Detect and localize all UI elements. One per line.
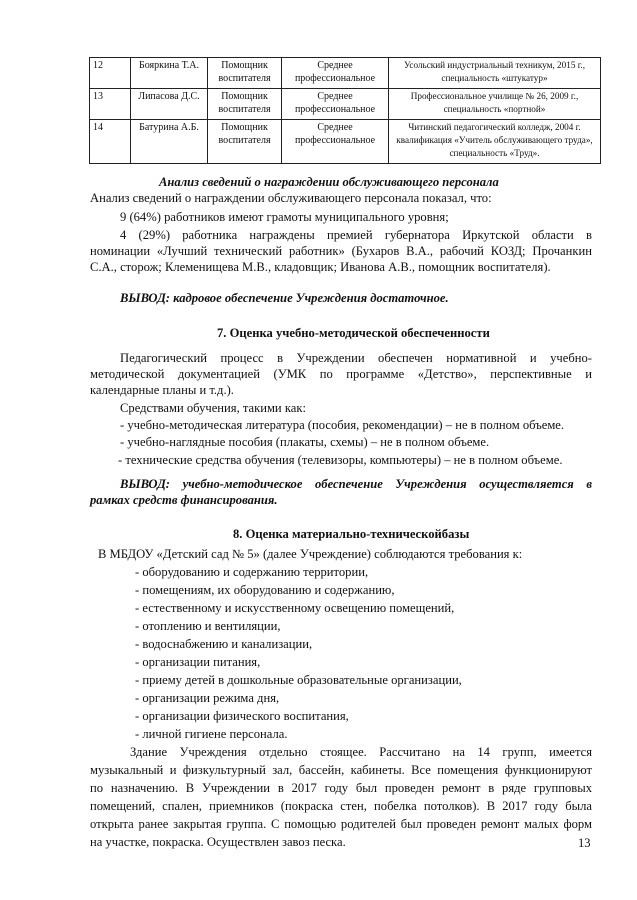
staff-table <box>89 57 601 164</box>
table-cell-institution: Усольский индустриальный техникум, 2015 г., специальность «штукатур» <box>389 58 601 89</box>
table-row <box>90 89 601 120</box>
building-line: на участке, покраска. Осуществлен завоз песка. <box>90 835 346 849</box>
awards-item-2-line: номинации «Лучший технический работник» (Бухаров В.А., рабочий КОЗД; Прочанкин <box>90 244 592 258</box>
requirement-item: - оборудованию и содержанию территории, <box>135 565 369 579</box>
table-cell-education: Среднее профессиональное <box>282 58 389 89</box>
section-7-means-intro: Средствами обучения, такими как: <box>120 401 306 415</box>
section-7-means-item: - технические средства обучения (телевизоры, компьютеры) – не в полном объеме. <box>118 453 563 467</box>
building-line: открыта ранее закрытая группа. С помощью родителей был проведен ремонт малых форм <box>90 817 592 831</box>
building-line: помещений, спален, приемников (покраска стен, побелка потолков). В 2017 году была <box>90 799 592 813</box>
table-cell-position: Помощник воспитателя <box>208 58 282 89</box>
requirement-item: - помещениям, их оборудованию и содержанию, <box>135 583 395 597</box>
table-cell-name: Бояркина Т.А. <box>131 58 208 89</box>
building-line: по назначению. В Учреждении в 2017 году был проведен ремонт в ряде групповых <box>90 781 592 795</box>
table-cell-education: Среднее профессиональное <box>282 120 389 164</box>
requirement-item: - естественному и искусственному освещению помещений, <box>135 601 455 615</box>
awards-item-2-line: 4 (29%) работника награждены премией губернатора Иркутской области в <box>120 228 592 242</box>
table-cell-num: 12 <box>90 58 131 89</box>
section-7-conclusion-line: рамках средств финансирования. <box>90 493 278 507</box>
table-cell-institution: Читинский педагогический колледж, 2004 г. квалификация «Учитель обслуживающего труда», специальность «Труд». <box>389 120 601 164</box>
section-8-heading: 8. Оценка материально-техническойбазы <box>233 527 470 541</box>
section-8-intro: В МБДОУ «Детский сад № 5» (далее Учреждение) соблюдаются требования к: <box>98 547 523 561</box>
awards-conclusion: ВЫВОД: кадровое обеспечение Учреждения достаточное. <box>120 291 449 305</box>
awards-intro: Анализ сведений о награждении обслуживающего персонала показал, что: <box>90 191 492 205</box>
section-7-para-line: Педагогический процесс в Учреждении обеспечен нормативной и учебно- <box>120 351 592 365</box>
requirement-item: - отоплению и вентиляции, <box>135 619 281 633</box>
table-cell-name: Липасова Д.С. <box>131 89 208 120</box>
building-line: музыкальный и физкультурный зал, бассейн, кабинеты. Все помещения функционируют <box>90 763 592 777</box>
page-number: 13 <box>578 836 591 850</box>
requirement-item: - организации режима дня, <box>135 691 280 705</box>
requirement-item: - приему детей в дошкольные образовательные организации, <box>135 673 462 687</box>
requirement-item: - водоснабжению и канализации, <box>135 637 313 651</box>
section-7-means-item: - учебно-наглядные пособия (плакаты, схемы) – не в полном объеме. <box>120 435 490 449</box>
awards-heading: Анализ сведений о награждении обслуживающего персонала <box>159 175 499 189</box>
awards-item-1: 9 (64%) работников имеют грамоты муниципального уровня; <box>120 210 449 224</box>
section-7-heading: 7. Оценка учебно-методической обеспеченности <box>217 326 490 340</box>
table-cell-education: Среднее профессиональное <box>282 89 389 120</box>
requirement-item: - организации физического воспитания, <box>135 709 349 723</box>
table-cell-num: 13 <box>90 89 131 120</box>
awards-item-2-line: С.А., сторож; Клеменищева М.В., кладовщик; Иванова А.В., помощник воспитателя). <box>90 260 551 274</box>
table-row <box>90 120 601 164</box>
table-cell-name: Батурина А.Б. <box>131 120 208 164</box>
table-cell-position: Помощник воспитателя <box>208 89 282 120</box>
section-7-para-line: календарные планы и т.д.). <box>90 383 234 397</box>
section-7-means-item: - учебно-методическая литература (пособия, рекомендации) – не в полном объеме. <box>120 418 565 432</box>
section-7-para-line: методической документацией (УМК по программе «Детство», перспективные и <box>90 367 592 381</box>
building-line: Здание Учреждения отдельно стоящее. Рассчитано на 14 групп, имеется <box>130 745 592 759</box>
table-cell-institution: Профессиональное училище № 26, 2009 г., специальность «портной» <box>389 89 601 120</box>
section-7-conclusion-line: ВЫВОД: учебно-методическое обеспечение Учреждения осуществляется в <box>120 477 592 491</box>
table-row <box>90 58 601 89</box>
requirement-item: - личной гигиене персонала. <box>135 727 288 741</box>
requirement-item: - организации питания, <box>135 655 261 669</box>
table-cell-num: 14 <box>90 120 131 164</box>
table-cell-position: Помощник воспитателя <box>208 120 282 164</box>
